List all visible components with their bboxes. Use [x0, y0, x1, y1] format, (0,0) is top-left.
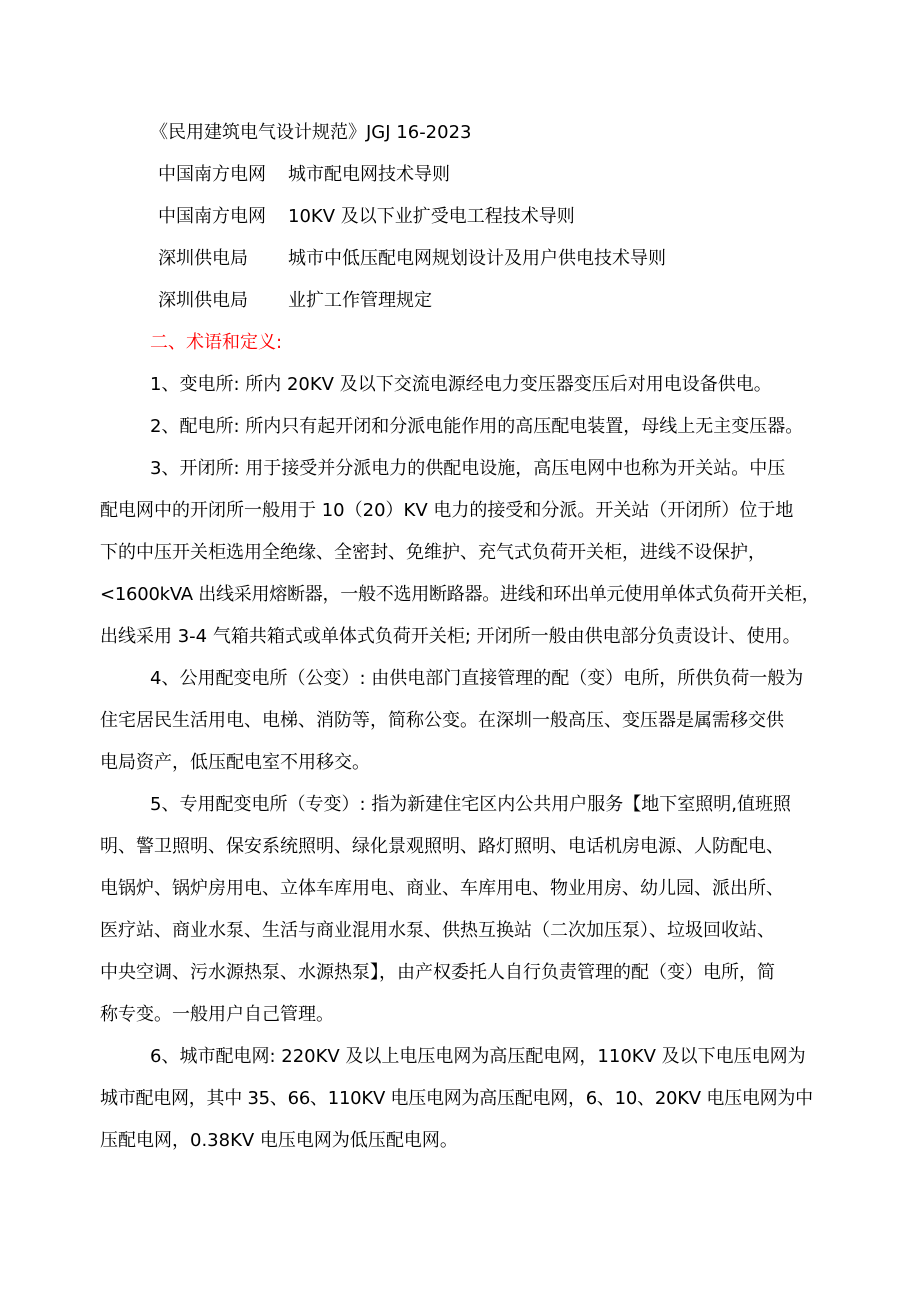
reference-doc: 业扩工作管理规定 [288, 290, 432, 311]
reference-doc: 城市配电网技术导则 [288, 164, 450, 185]
definition-paragraph [100, 406, 820, 448]
paragraph-line: 1、变电所: 所内 20KV 及以下交流电源经电力变压器变压后对用电设备供电。 [150, 374, 772, 395]
paragraph-line: 5、专用配变电所（专变）: 指为新建住宅区内公共用户服务【地下室照明,值班照 [150, 794, 791, 815]
reference-item [150, 238, 870, 280]
section-heading: 二、术语和定义: [150, 332, 283, 353]
definition-paragraph [100, 448, 820, 658]
reference-org: 深圳供电局 [158, 248, 248, 269]
reference-item [150, 196, 870, 238]
paragraph-line: 4、公用配变电所（公变）: 由供电部门直接管理的配（变）电所，所供负荷一般为 [150, 668, 804, 689]
definition-paragraph [100, 784, 820, 1036]
paragraph-line: 电锅炉、锅炉房用电、立体车库用电、商业、车库用电、物业用房、幼儿园、派出所、 [100, 878, 784, 899]
reference-standard-title: 《民用建筑电气设计规范》JGJ 16-2023 [150, 122, 472, 143]
paragraph-line: 压配电网，0.38KV 电压电网为低压配电网。 [100, 1130, 458, 1151]
paragraph-line: 下的中压开关柜选用全绝缘、全密封、免维护、充气式负荷开关柜，进线不设保护， [100, 542, 766, 563]
reference-doc: 城市中低压配电网规划设计及用户供电技术导则 [288, 248, 666, 269]
paragraph-line: 住宅居民生活用电、电梯、消防等，简称公变。在深圳一般高压、变压器是属需移交供 [100, 710, 784, 731]
reference-doc: 10KV 及以下业扩受电工程技术导则 [288, 206, 575, 227]
reference-org: 中国南方电网 [158, 164, 266, 185]
paragraph-line: 电局资产，低压配电室不用移交。 [100, 752, 370, 773]
definition-paragraph [100, 1036, 820, 1162]
reference-org: 中国南方电网 [158, 206, 266, 227]
paragraph-line: 明、警卫照明、保安系统照明、绿化景观照明、路灯照明、电话机房电源、人防配电、 [100, 836, 784, 857]
definition-paragraph [100, 658, 820, 784]
paragraph-line: 称专变。一般用户自己管理。 [100, 1004, 334, 1025]
paragraph-line: 6、城市配电网: 220KV 及以上电压电网为高压配电网，110KV 及以下电压电网为 [150, 1046, 806, 1067]
paragraph-line: 2、配电所: 所内只有起开闭和分派电能作用的高压配电装置，母线上无主变压器。 [150, 416, 804, 437]
paragraph-line: 配电网中的开闭所一般用于 10（20）KV 电力的接受和分派。开关站（开闭所）位于地 [100, 500, 794, 521]
reference-item [150, 280, 870, 322]
paragraph-line: 中央空调、污水源热泵、水源热泵】，由产权委托人自行负责管理的配（变）电所，简 [100, 962, 775, 983]
reference-item [150, 154, 870, 196]
paragraph-line: 3、开闭所: 用于接受并分派电力的供配电设施，高压电网中也称为开关站。中压 [150, 458, 786, 479]
reference-org: 深圳供电局 [158, 290, 248, 311]
paragraph-line: 城市配电网，其中 35、66、110KV 电压电网为高压配电网，6、10、20KV 电压电网为中 [100, 1088, 813, 1109]
paragraph-line: <1600kVA 出线采用熔断器，一般不选用断路器。进线和环出单元使用单体式负荷开关柜， [100, 584, 820, 605]
paragraph-line: 出线采用 3-4 气箱共箱式或单体式负荷开关柜; 开闭所一般由供电部分负责设计、使用。 [100, 626, 801, 647]
paragraph-line: 医疗站、商业水泵、生活与商业混用水泵、供热互换站（二次加压泵）、垃圾回收站、 [100, 920, 775, 941]
definition-paragraph [100, 364, 820, 406]
